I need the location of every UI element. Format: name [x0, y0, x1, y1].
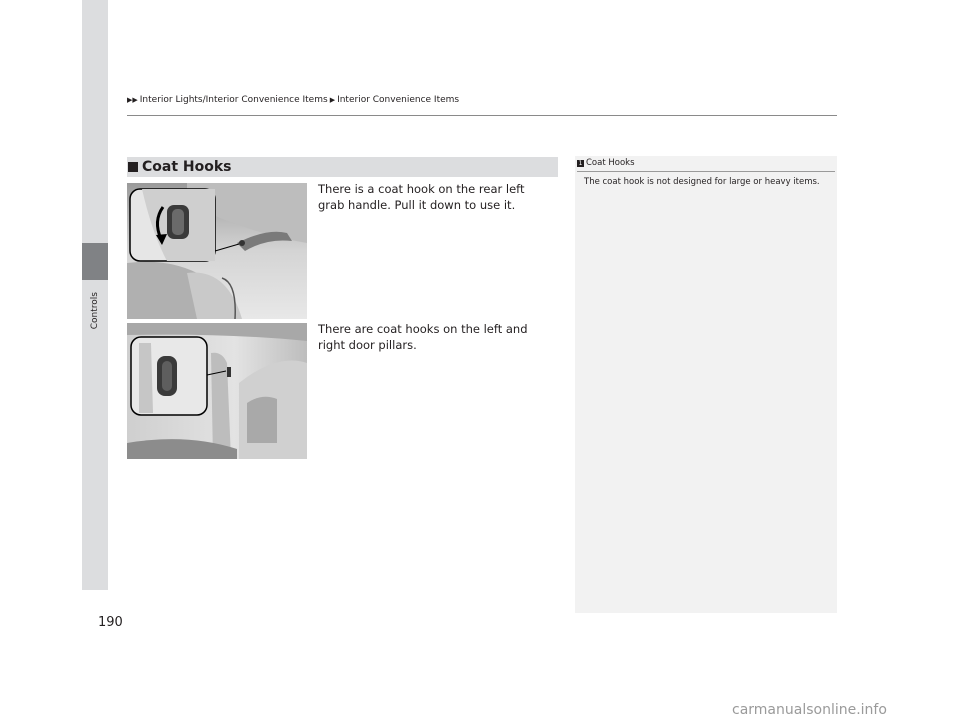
note-header: [577, 158, 635, 168]
note-reference-icon: 1: [578, 159, 583, 167]
figure-door-pillar-hook: [127, 323, 307, 459]
breadcrumb: [127, 95, 459, 105]
top-rule: [127, 115, 837, 116]
note-title: Coat Hooks: [586, 158, 635, 168]
section-square-icon: [128, 162, 138, 172]
side-tab-active: [82, 243, 108, 280]
note-panel: [575, 156, 837, 613]
watermark: carmanualsonline.info: [732, 702, 887, 718]
page-number: 190: [98, 615, 123, 630]
breadcrumb-arrow-icon: ▶: [329, 96, 336, 104]
paragraph-grab-handle: There is a coat hook on the rear left grab handle. Pull it down to use it.: [318, 182, 525, 212]
breadcrumb-arrow-icon: ▶▶: [127, 96, 138, 104]
paragraph-door-pillar: There are coat hooks on the left and right door pillars.: [318, 322, 528, 352]
section-header: [127, 157, 558, 177]
note-rule: [577, 171, 835, 172]
door-pillar-illustration: [127, 323, 307, 459]
section-title: Coat Hooks: [142, 159, 232, 175]
breadcrumb-item-2: Interior Convenience Items: [337, 95, 460, 105]
grab-handle-illustration: [127, 183, 307, 319]
side-tab-label: Controls: [90, 292, 100, 330]
figure-grab-handle-hook: [127, 183, 307, 319]
breadcrumb-item-1: Interior Lights/Interior Convenience Items: [139, 95, 328, 105]
note-text: The coat hook is not designed for large or heavy items.: [584, 177, 820, 187]
side-tab-upper: [82, 0, 108, 243]
